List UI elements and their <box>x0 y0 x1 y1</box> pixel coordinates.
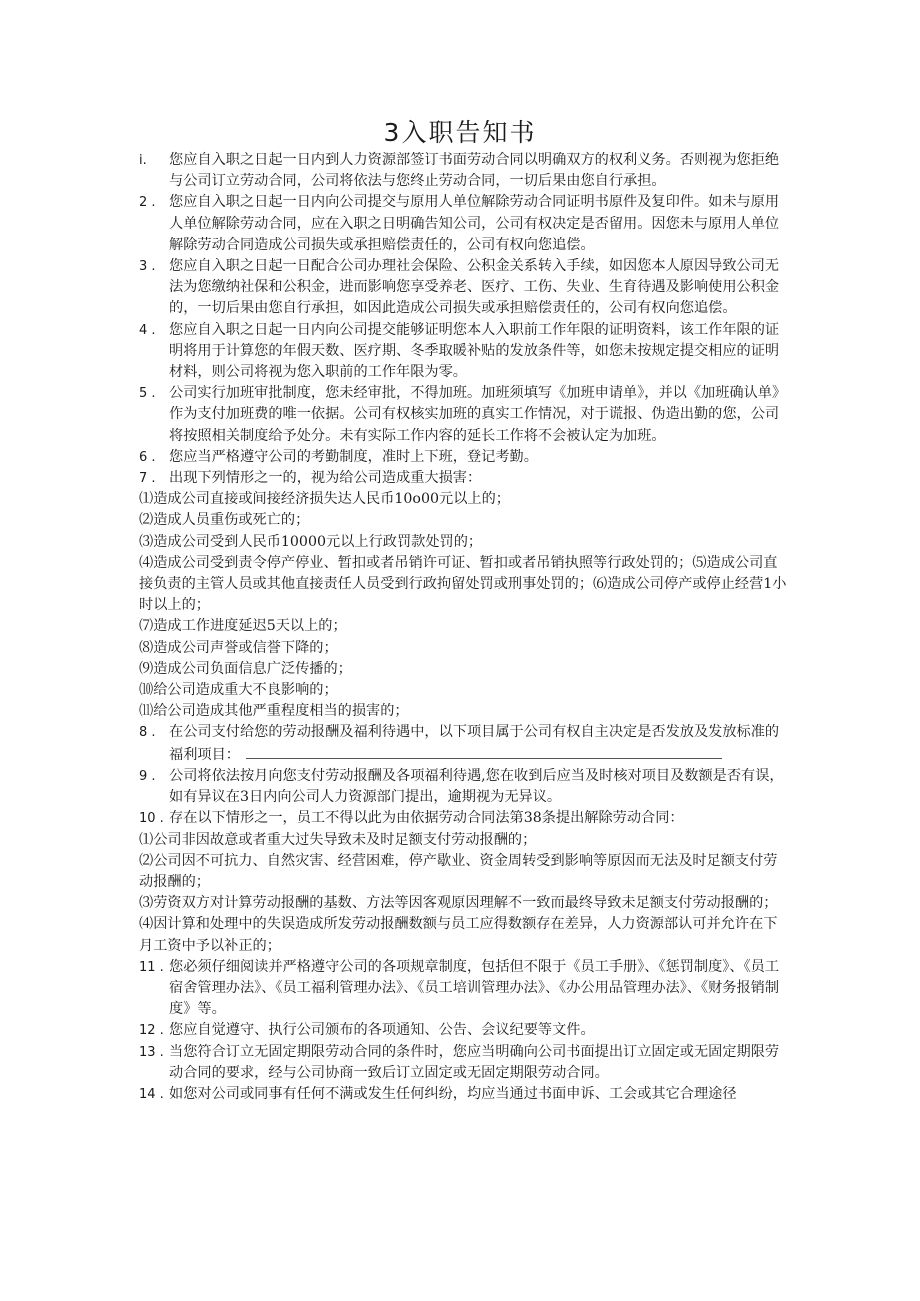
list-item <box>139 808 787 829</box>
list-item <box>139 1084 787 1105</box>
list-item <box>139 1020 787 1041</box>
item-text: 存在以下情形之一，员工不得以此为由依据劳动合同法第38条提出解除劳动合同： <box>169 810 684 827</box>
sub-item: ⑽给公司造成重大不良影响的； <box>139 682 338 699</box>
item-number: 8 . <box>139 725 156 741</box>
item-number: 7 . <box>139 471 156 487</box>
sub-item: ⑶劳资双方对计算劳动报酬的基数、方法等因客观原因理解不一致而最终导致未足额支付劳动报酬的； <box>139 895 778 912</box>
item-number: i. <box>139 153 147 168</box>
document-body <box>139 150 787 1105</box>
item-text: 当您符合订立无固定期限劳动合同的条件时，您应当明确向公司书面提出订立固定或无固定期限劳动合同的要求，经与公司协商一致后订立固定或无固定期限劳动合同。 <box>169 1043 780 1081</box>
list-item <box>139 192 787 256</box>
item-text: 您应自入职之日起一日内到人力资源部签订书面劳动合同以明确双方的权利义务。否则视为您拒绝与公司订立劳动合同，公司将依法与您终止劳动合同，一切后果由您自行承担。 <box>169 152 780 190</box>
list-item <box>139 957 787 1021</box>
item-number: 4 . <box>139 322 156 338</box>
item-number: 12 . <box>139 1023 164 1039</box>
list-item <box>139 722 787 765</box>
item-text: 您应自入职之日起一日内向公司提交与原用人单位解除劳动合同证明书原件及复印件。如未与原用人单位解除劳动合同，应在入职之日明确告知公司，公司有权决定是否留用。因您未与原用人单位解除劳动合同造成公司损失或承担赔偿责任的，公司有权向您追偿。 <box>169 194 780 253</box>
item-number: 14 . <box>139 1086 164 1102</box>
item-text: 在公司支付给您的劳动报酬及福利待遇中，以下项目属于公司有权自主决定是否发放及发放标准的福利项目： <box>169 724 780 763</box>
item-text: 您应自入职之日起一日内向公司提交能够证明您本人入职前工作年限的证明资料，该工作年限的证明将用于计算您的年假天数、医疗期、冬季取暖补贴的发放条件等，如您未按规定提交相应的证明材料，则公司将视为您入职前的工作年限为零。 <box>169 321 780 381</box>
item-text: 您必须仔细阅读并严格遵守公司的各项规章制度，包括但不限于《员工手册》、《惩罚制度》、《员工宿舍管理办法》、《员工福利管理办法》、《员工培训管理办法》、《办公用品管理办法》、《财务报销制度》等。 <box>169 958 780 1018</box>
item-number: 2 . <box>139 195 156 211</box>
sub-item: ⑴公司非因故意或者重大过失导致未及时足额支付劳动报酬的； <box>139 831 537 848</box>
item-text: 公司将依法按月向您支付劳动报酬及各项福利待遇,您在收到后应当及时核对项目及数额是否有误，如有异议在3日内向公司人力资源部门提出，逾期视为无异议。 <box>169 767 784 806</box>
list-item <box>139 383 787 447</box>
item-text: 出现下列情形之一的，视为给公司造成重大损害： <box>169 470 482 487</box>
item-number: 10 . <box>139 811 164 827</box>
list-item <box>139 447 787 468</box>
list-item <box>139 766 787 808</box>
item-text: 您应自入职之日起一日配合公司办理社会保险、公积金关系转入手续，如因您本人原因导致公司无法为您缴纳社保和公积金，进而影响您享受养老、医疗、工伤、失业、生育待遇及影响使用公积金的，一切后果由您自行承担，如因此造成公司损失或承担赔偿责任的，公司有权向您追偿。 <box>169 258 780 317</box>
item-number: 9 . <box>139 768 156 784</box>
item-text: 如您对公司或同事有任何不满或发生任何纠纷，均应当通过书面申诉、工会或其它合理途径 <box>169 1085 737 1102</box>
item-text: 您应自觉遵守、执行公司颁布的各项通知、公告、会议纪要等文件。 <box>169 1022 595 1039</box>
fill-in-blank[interactable] <box>246 744 722 759</box>
sub-item: ⑵公司因不可抗力、自然灾害、经营困难，停产歇业、资金周转受到影响等原因而无法及时足额支付劳动报酬的； <box>139 852 778 890</box>
sub-item: ⑼造成公司负面信息广泛传播的； <box>139 660 352 677</box>
sub-item: ⑻造成公司声誉或信誉下降的； <box>139 639 338 656</box>
item-number: 13 . <box>139 1044 164 1060</box>
item-number: 6 . <box>139 449 156 465</box>
sub-item: ⑾给公司造成其他严重程度相当的损害的； <box>139 703 409 720</box>
item-text: 您应当严格遵守公司的考勤制度，准时上下班，登记考勤。 <box>169 448 538 465</box>
item-number: 11 . <box>139 959 164 975</box>
sub-item: ⑺造成工作进度延迟5天以上的； <box>139 618 347 635</box>
list-item <box>139 256 787 320</box>
list-item <box>139 150 787 192</box>
list-item <box>139 468 787 489</box>
sub-item: ⑴造成公司直接或间接经济损失达人民币10o00元以上的； <box>139 491 510 508</box>
item-number: 3 . <box>139 259 156 275</box>
sub-item: ⑷因计算和处理中的失误造成所发劳动报酬数额与员工应得数额存在差异，人力资源部认可并允许在下月工资中予以补正的； <box>139 916 778 954</box>
list-item <box>139 320 787 384</box>
item-text: 公司实行加班审批制度，您未经审批，不得加班。加班须填写《加班申请单》，并以《加班确认单》作为支付加班费的唯一依据。公司有权核实加班的真实工作情况，对于谎报、伪造出勤的您，公司将按照相关制度给予处分。未有实际工作内容的延长工作将不会被认定为加班。 <box>169 385 787 444</box>
list-item <box>139 1042 787 1084</box>
sub-item: ⑶造成公司受到人民币10000元以上行政罚款处罚的； <box>139 533 483 550</box>
page-title: 3入职告知书 <box>383 118 537 147</box>
sub-item: ⑵造成人员重伤或死亡的； <box>139 512 310 529</box>
item-number: 5 . <box>139 386 156 402</box>
sub-item: ⑷造成公司受到责令停产停业、暂扣或者吊销许可证、暂扣或者吊销执照等行政处罚的；⑸造成公司直接负责的主管人员或其他直接责任人员受到行政拘留处罚或刑事处罚的；⑹造成公司停产或停止经营1小时以上的； <box>139 554 787 614</box>
